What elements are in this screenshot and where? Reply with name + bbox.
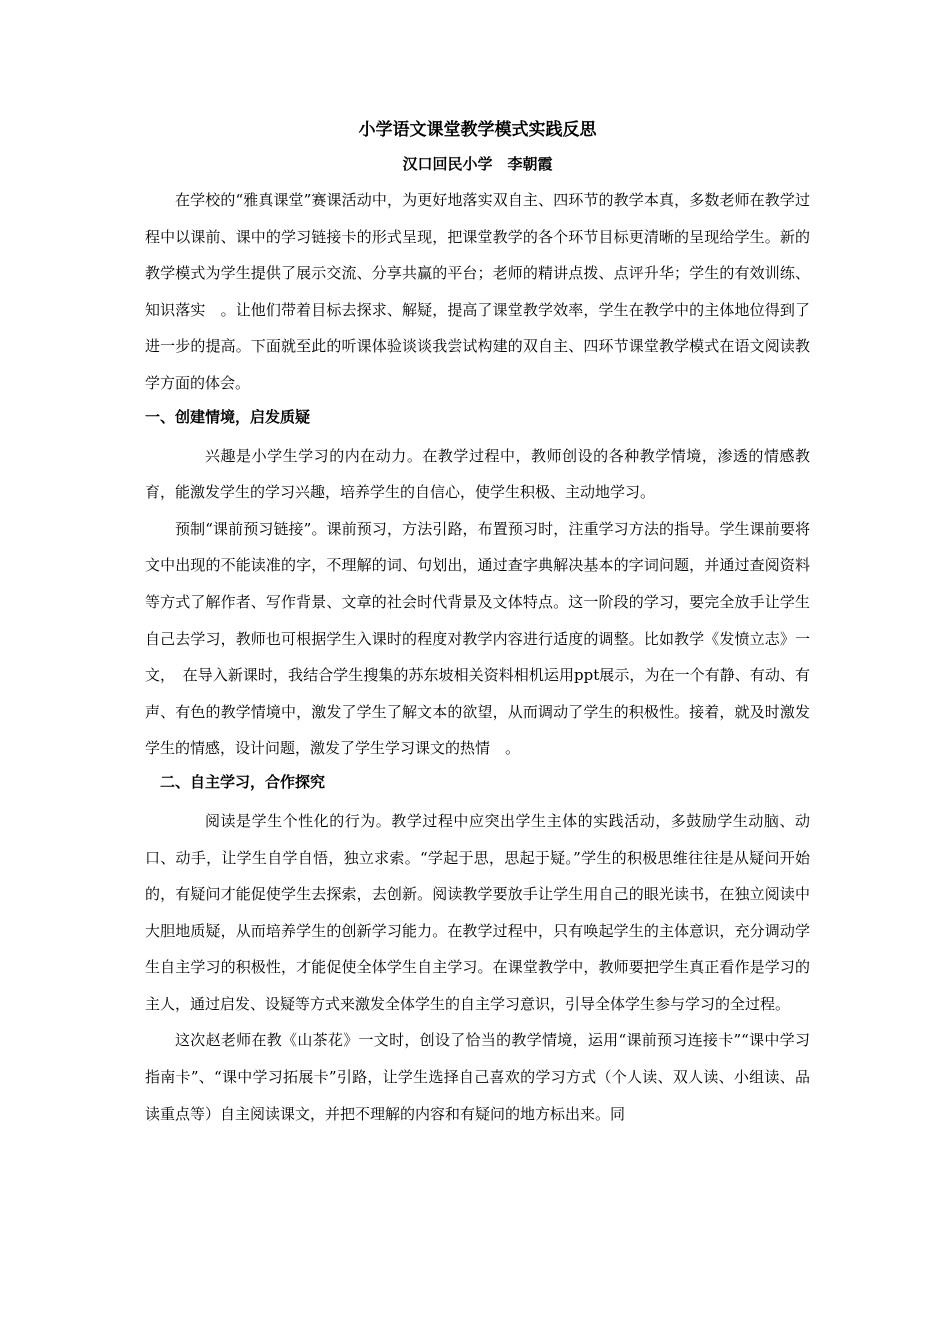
section-1-paragraph-1: 兴趣是小学生学习的内在动力。在教学过程中，教师创设的各种教学情境，渗透的情感教育，能激发学生的学习兴趣，培养学生的自信心，使学生积极、主动地学习。 <box>145 446 810 502</box>
section-2-paragraph-1: 阅读是学生个性化的行为。教学过程中应突出学生主体的实践活动，多鼓励学生动脑、动口、动手，让学生自学自悟，独立求索。“学起于思，思起于疑。”学生的积极思维往往是从疑问开始的，有疑问才能促使学生去探索，去创新。阅读教学要放手让学生用自己的眼光读书，在独立阅读中大胆地质疑，从而培养学生的创新学习能力。在教学过程中，只有唤起学生的主体意识，充分调动学生自主学习的积极性，才能促使全体学生自主学习。在课堂教学中，教师要把学生真正看作是学习的主人，通过启发、设疑等方式来激发全体学生的自主学习意识，引导全体学生参与学习的全过程。 <box>145 811 810 1013</box>
section-1-paragraph-2: 预制“课前预习链接”。课前预习，方法引路，布置预习时，注重学习方法的指导。学生课前要将文中出现的不能读准的字，不理解的词、句划出，通过查字典解决基本的字词问题，并通过查阅资料等方式了解作者、写作背景、文章的社会时代背景及文体特点。这一阶段的学习，要完全放手让学生自己去学习，教师也可根据学生入课时的程度对教学内容进行适度的调整。比如教学《发愤立志》一文， 在导入新课时，我结合学生搜集的苏东坡相关资料相机运用ppt展示，为在一个有静、有动、有声、有色的教学情境中，激发了学生了解文本的欲望，从而调动了学生的积极性。接着，就及时激发学生的情感，设计问题，激发了学生学习课文的热情 。 <box>145 519 810 758</box>
section-1-heading: 一、创建情境，启发质疑 <box>145 407 311 426</box>
intro-paragraph: 在学校的“雅真课堂”赛课活动中，为更好地落实双自主、四环节的教学本真，多数老师在教学过程中以课前、课中的学习链接卡的形式呈现，把课堂教学的各个环节目标更清晰的呈现给学生。新的教学模式为学生提供了展示交流、分享共赢的平台；老师的精讲点拨、点评升华；学生的有效训练、知识落实 。让他们带着目标去探求、解疑，提高了课堂教学效率，学生在教学中的主体地位得到了进一步的提高。下面就至此的听课体验谈谈我尝试构建的双自主、四环节课堂教学模式在语文阅读教学方面的体会。 <box>145 191 810 392</box>
document-author: 汉口回民小学 李朝霞 <box>402 155 553 173</box>
document-title: 小学语文课堂教学模式实践反思 <box>358 120 597 140</box>
document-page <box>145 118 810 1132</box>
section-2-heading: 二、自主学习，合作探究 <box>160 772 326 791</box>
section-2-paragraph-2: 这次赵老师在教《山茶花》一文时，创设了恰当的教学情境，运用“课前预习连接卡”“课中学习指南卡”、“课中学习拓展卡”引路，让学生选择自己喜欢的学习方式（个人读、双人读、小组读、品读重点等）自主阅读课文，并把不理解的内容和有疑问的地方标出来。同 <box>145 1031 810 1123</box>
